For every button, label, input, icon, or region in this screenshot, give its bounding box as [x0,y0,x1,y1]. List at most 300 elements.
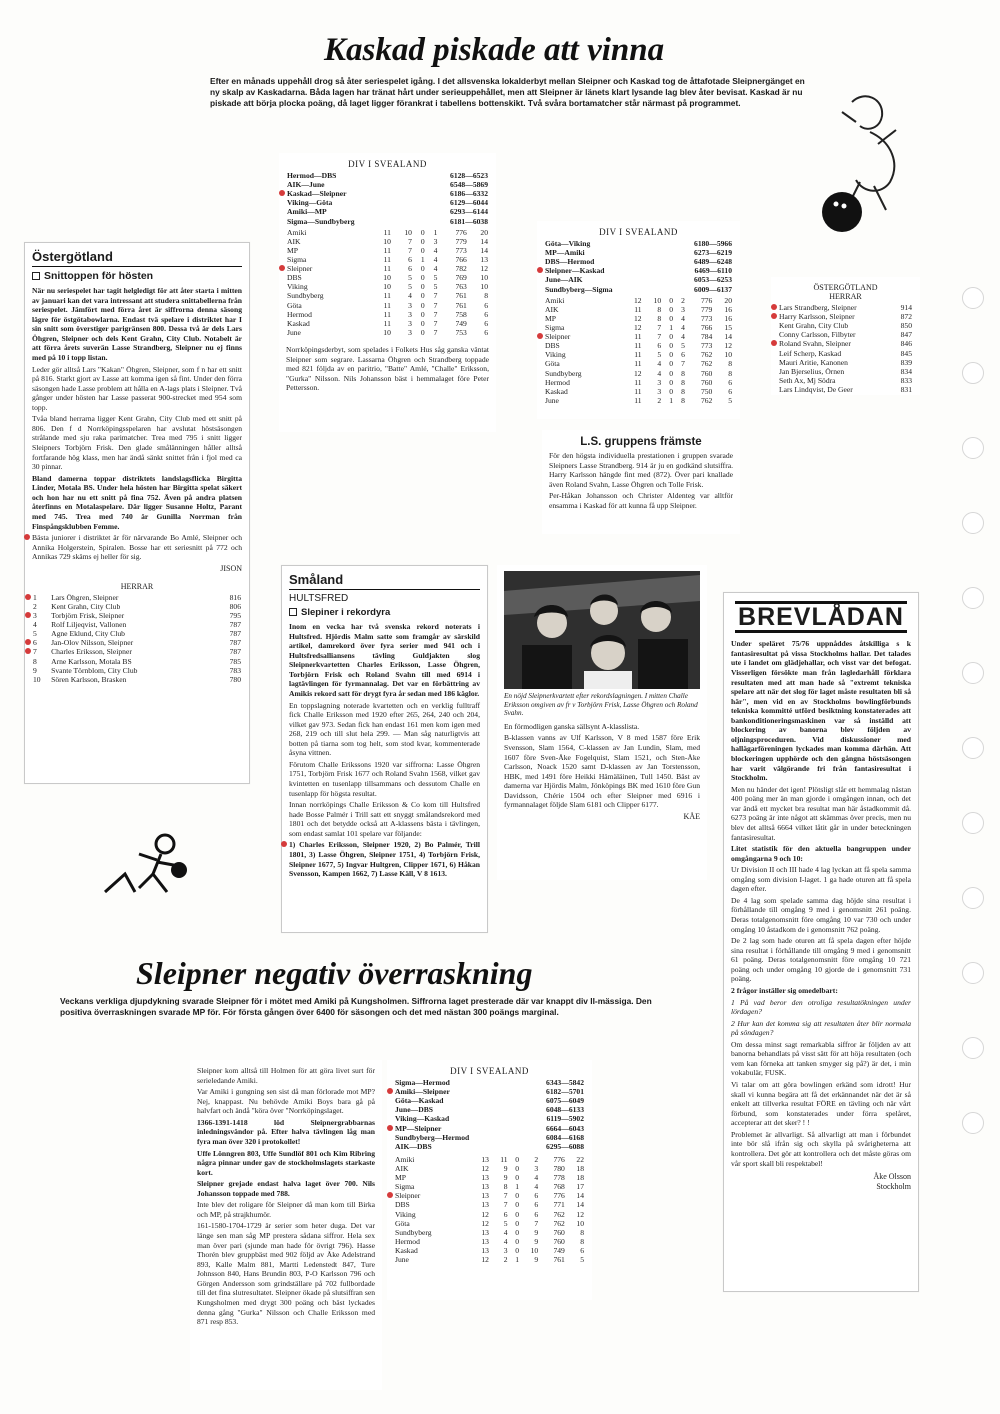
table-cell: Sigma [395,1182,415,1192]
standings-row [286,310,489,319]
table-cell: DBS [395,1200,410,1210]
table-cell: 4 [534,1182,539,1192]
table-cell: 6 [534,1200,539,1210]
table-cell: 4 [433,264,438,274]
table-cell: AIK—June [287,180,325,190]
table-cell: 779 [455,236,467,246]
table-cell: 14 [576,1200,584,1210]
table-cell: 0 [669,377,674,387]
table-cell: 12 [481,1255,489,1265]
table-cell: 13 [481,1200,489,1210]
player-row [778,358,913,367]
table-cell: 795 [229,610,241,620]
bottom-p5: Sleipner grejade endast halva laget över 700. Nils Johansson toppade med 788. [197,1179,375,1198]
table-cell: 6273—6219 [694,248,732,258]
table-cell: Kent Grahn, City Club [779,321,849,331]
binder-hole [962,1112,984,1134]
table-cell: 0 [420,264,425,274]
table-cell: 6 [484,300,488,310]
table-cell: 6489—6248 [694,257,732,267]
table-cell: 760 [700,377,713,387]
table-cell: 816 [229,592,241,602]
smaland-p5-text: 1) Charles Eriksson, Sleipner 1920, 2) Bo Palmér, Trill 1801, 3) Lasse Öhgren, Sleipner 1751, 4) Torbjörn Frisk, Sleipner 1677, 5) Ingvar Hultgren, Clipper 1671, 6) Håkan Svensson, Kampen 1662, 7) Lasse Käll, V 8 1613. [289,840,480,879]
brev-p10: Problemet är allvarligt. Så allvarligt att man i förbundet inte bör slå ifrån sig och skylla på svårigheterna att kontrollera. Det gör att kontrollera och det måste göras om vår sport skall bli respektabel! [731,1129,911,1168]
table-cell: 839 [900,357,912,367]
table-cell: 4 [503,1236,508,1246]
table-cell: 11 [383,309,391,319]
table-cell: 0 [669,386,674,396]
table-cell: 6469—6110 [694,266,732,276]
table-cell: 776 [553,1154,565,1164]
standings-row [544,314,733,323]
ostg-herrar-sub: HERRAR [829,292,862,301]
table-cell: 6 [534,1191,539,1201]
table-cell: 749 [553,1245,565,1255]
binder-hole [962,587,984,609]
player-row [778,367,913,376]
table-cell: 12 [481,1218,489,1228]
table-cell: 845 [900,348,912,358]
smaland-clip [281,565,488,933]
table-cell: DBS [287,273,302,283]
brev-p4: Ur Division II och III hade 4 lag lyckan att få spela samma omgång som division I-laget. 1 ga hade oturen att få spela dagen efter. [731,865,911,894]
table-cell: 7 [503,1191,508,1201]
table-cell: 0 [515,1163,520,1173]
table-cell: Kaskad [545,386,568,396]
red-marker-dot-icon [25,594,31,600]
table-cell: 11 [383,291,391,301]
brev-p9: Vi talar om att göra bowlingen erkänd som idrott! Hur skall vi kunna begära att få det erkännandet när det är så enkelt att tillverka resultat FÖRE en tävling och när vårt förbund, som konstaterades under förra spelåret, accepterar att det sker? ! ! [731,1080,911,1128]
table-cell: 6 [534,1209,539,1219]
table-cell: 771 [553,1200,565,1210]
table-cell: 787 [229,629,241,639]
standings-row [394,1210,585,1219]
red-marker-dot-icon [771,340,777,346]
table-cell: 11 [634,395,642,405]
red-marker-dot-icon [25,612,31,618]
table-cell: 6186—6332 [450,189,488,199]
table-cell: 0 [515,1227,520,1237]
table-cell: Sundbyberg [545,368,582,378]
table1-text: Norrköpingsderbyt, som spelades i Folkets Hus såg ganska väntat Sleipner som segrare. Lassarna Öhgren och Strandberg toppade med 821 följda av en paritrio, "Batte" Amlé, "Challe" Eriksson, "Gurka" Nilsson. Nils Johansson bäst i hemmalaget före Peter Pettersson. [286,344,489,393]
binder-hole [962,737,984,759]
table-cell: 4 [433,254,438,264]
binder-hole [962,1037,984,1059]
table-cell: 9 [33,665,37,675]
table-cell: 10 [576,1218,584,1228]
red-marker-dot-icon [771,304,777,310]
standings-row [544,323,733,332]
table-cell: 11 [383,254,391,264]
table-cell: Sigma—Hermod [395,1078,450,1087]
table-cell: 0 [669,313,674,323]
bottom-p6: Inte blev det roligare för Sleipner då man kom till Birka och MP, på strajkhumör. [197,1200,375,1219]
table-cell: Sundbyberg [395,1227,432,1237]
table-cell: 4 [681,313,685,323]
table-cell: 787 [229,647,241,657]
table-cell: 8 [484,291,488,301]
table-cell: 6 [484,309,488,319]
fixture-row [394,1096,585,1105]
table1-fixtures [286,171,489,226]
table-cell: 3 [433,236,438,246]
table-cell: 14 [724,332,732,342]
red-marker-dot-icon [537,267,543,273]
table-cell: 11 [383,300,391,310]
fixture-row [394,1078,585,1087]
table-cell: 773 [700,313,713,323]
table-cell: 762 [553,1218,565,1228]
table-cell: 5 [408,282,412,292]
table-cell: 6 [728,386,732,396]
standings-row [286,255,489,264]
table2-fixtures [544,239,733,294]
fixture-row [286,189,489,198]
table-cell: 10 [404,227,412,237]
ostergotland-p2: Leder gör alltså Lars "Kakan" Öhgren, Sleipner, som f n har ett snitt på 816. Starkt gjort av Lasse att komma igen så fint. Under den förra säsongen hade Lasse problem att hålla en A-lags plats i Sleipner. Två gånger under hösten har Lasse passerat 900-strecket med 954 som topp. [32,364,242,412]
table-cell: 6048—6133 [546,1105,584,1115]
table-cell: 2 [33,601,37,611]
brevladan-title: BREVLÅDAN [735,601,907,633]
table-cell: 12 [633,368,642,378]
table-cell: 6 [484,327,488,337]
table-cell: 9 [534,1227,539,1237]
table3-standings [394,1155,585,1264]
table-cell: 0 [669,359,674,369]
table-cell: 7 [32,647,50,656]
table-cell: 0 [515,1191,520,1201]
smaland-subtitle-text: Slepiner i rekordyra [301,607,391,618]
binder-hole [962,887,984,909]
table-cell: 6343—5842 [546,1078,584,1087]
standings-row [286,301,489,310]
table-cell: 784 [700,332,713,342]
table-cell: 4 [681,322,685,332]
table-cell: Sören Karlsson, Brasken [51,674,127,684]
table-cell: 1 [669,322,674,332]
table-cell: 761 [455,291,467,301]
table-cell: 3 [657,377,662,387]
standings-row [544,341,733,350]
bottom-lead: Veckans verkliga djupdykning svarade Sleipner för i mötet med Amiki på Kungsholmen. Siffrorna laget presterade där var knappt div II-mässiga. Den positiva överraskningen svarade MP för. För första gången över 6400 för säsongen och det med nästan 300 poängs marginal. [60,996,652,1017]
table-cell: June [395,1255,409,1265]
table-cell: 6 [32,638,50,647]
table-cell: 1 [420,254,425,264]
standings-row [286,328,489,337]
table-cell: 4 [657,368,662,378]
ostergotland-title: Östergötland [32,249,242,267]
smaland-place: HULTSFRED [289,593,349,604]
table-cell: Kaskad [395,1245,418,1255]
table-cell: 4 [503,1227,508,1237]
table-cell: 2 [681,295,685,305]
table-cell: MP—Sleipner [394,1124,519,1133]
player-row [778,321,913,330]
table-cell: 5 [580,1255,584,1265]
table-cell: 11 [383,318,391,328]
table-cell: Lars Lindqvist, De Geer [779,384,853,394]
table-cell: 7 [657,332,662,342]
table-cell: Göta—Kaskad [395,1096,444,1106]
table-cell: Mauri Aritie, Kanonen [779,357,848,367]
standings-row [394,1155,585,1164]
brev-p5: De 4 lag som spelade samma dag höjde sina resultat i förhållande till omgång 9 med i genomsnitt 261 poäng. Deras totalgenomsnitt före omgång 10 var 730 och under omgång 10 åstadkom de i genomsnitt 762 poäng. [731,895,911,934]
table-cell: 0 [420,318,425,328]
standings-row [286,282,489,291]
table-cell: 13 [481,1236,489,1246]
ls-paragraph-1: För den högsta individuella prestationen i gruppen svarade Sleipners Lasse Strandberg. 914 är ju en godkänd slutsiffra. Harry Karlsson hängde fint med (872). Över pari knallade även Roland Svahn, Lasse Öhgren och Tolle Frisk. [549,451,733,489]
fixture-row [394,1124,585,1133]
table-cell: 7 [433,309,438,319]
table-cell: 7 [681,359,685,369]
table-cell: 2 [503,1255,508,1265]
player-row [32,611,242,620]
table-cell: 762 [700,350,713,360]
table-cell: June [287,327,301,337]
table-cell: 6 [728,377,732,387]
table-cell: 762 [553,1209,565,1219]
table-cell: 847 [900,330,912,340]
table-cell: 778 [553,1173,565,1183]
table-cell: 16 [724,304,732,314]
photo-caption: En nöjd Sleipnerkvartett efter rekordslagningen. I mitten Challe Eriksson omgiven av fr v Torbjörn Frisk, Lasse Öhgren och Roland Svahn. [504,692,698,718]
table-cell: 12 [576,1209,584,1219]
table-cell: 11 [634,377,642,387]
ls-paragraph-2: Per-Håkan Johansson och Christer Aldenteg var alltför ensamma i Kaskad för att kunna få upp Sleipner. [549,491,733,510]
player-row [778,312,913,321]
table-cell: Sleipner [286,264,371,273]
brev-signature-city: Stockholm [876,1182,911,1192]
checkbox-square-icon [32,272,40,280]
table-cell: Viking [395,1209,416,1219]
table-cell: 806 [229,601,241,611]
fixture-row [286,171,489,180]
standings-row [394,1191,585,1200]
team-photo-illustration [504,571,700,689]
binder-hole [962,437,984,459]
table-cell: 6 [484,318,488,328]
table-cell: 18 [576,1163,584,1173]
table-cell: 766 [700,322,713,332]
table-cell: 3 [681,304,685,314]
binder-hole [962,287,984,309]
table-cell: 8 [728,359,732,369]
table-cell: 4 [408,291,412,301]
standings-row [394,1182,585,1191]
table-cell: Sundbyberg—Sigma [545,284,613,294]
player-row [32,657,242,666]
standings-row [394,1237,585,1246]
table-cell: 2 [657,395,662,405]
table-cell: 1 [32,593,50,602]
red-marker-dot-icon [537,333,543,339]
standings-row [394,1200,585,1209]
table-cell: 5 [433,282,438,292]
table-cell: 0 [669,295,674,305]
table-cell: 6119—5902 [546,1114,584,1124]
ostg-herrar-clip [771,277,920,395]
brev-q2: 2 Hur kan det komma sig att resultaten åter blir normala på söndagen? [731,1018,911,1038]
table-cell: 4 [657,359,662,369]
table-cell: 8 [33,656,37,666]
ls-title: L.S. gruppens främste [580,436,702,448]
smaland-p4: Innan norrköpings Challe Eriksson & Co kom till Hultsfred hade Bosse Palmér i Trill satt ett snyggt smålandsrekord med 1801 och det betydde också att A-klassens bästa i tävlingen, som endast samlat 101 spelare var följande: [289,800,480,838]
table-cell: 0 [669,304,674,314]
standings-row [286,237,489,246]
brev-q1: 1 På vad beror den otroliga resultatökningen under lördagen? [731,997,911,1017]
table-cell: 6075—6049 [546,1096,584,1106]
bowler-cartoon-illustration [812,82,904,242]
red-marker-dot-icon [387,1088,393,1094]
red-marker-dot-icon [25,639,31,645]
table-cell: 5 [33,629,37,639]
table-cell: Göta [395,1218,410,1228]
table-cell: Arne Karlsson, Motala BS [51,656,132,666]
bottom-p7: 161-1580-1704-1729 är serier som heter duga. Det var länge sen man såg MP prestera sådana siffror. Hela sex man över pari (sjunde man hade för övrigt 796). Hasse Thorén blev gruppbäst med 902 följd av Åke Adelstrand 893, Kalle Malm 881, Martti Ledenstedt 847, Ture Johnsson 840, Hans Brundin 803, P-O Karlsson 796 och Görgen Andersson som grindställare på 702 fullbordade till det fina slutresultatet. Sleipner ökade på slutsiffran sen Kungsholmen med drygt 300 poäng och bäst lyckades denna gång "Gurka" Nilsson och Challe Eriksson med 871 resp 853. [197,1221,375,1327]
table-cell: DBS—Hermod [545,257,595,267]
table-cell: 8 [681,368,685,378]
photo-clip [497,565,707,880]
table-cell: Conny Carlsson, Filbyter [779,330,856,340]
table-cell: 914 [900,303,912,312]
table-cell: 776 [553,1191,565,1201]
table-cell: AIK [395,1163,409,1173]
table-cell: 782 [455,264,467,274]
fixture-row [394,1105,585,1114]
table-cell: 10 [383,327,391,337]
table-cell: 831 [900,384,912,394]
table-cell: Viking—Göta [287,198,333,208]
table-cell: 0 [515,1236,520,1246]
top-lead: Efter en månads uppehåll drog så åter seriespelet igång. I det allsvenska lokalderbyt mellan Sleipner och Kaskad tog de åttafotade Sleipnergänget en ny skalp av Kaskadarna. Båda lagen har tränat hårt under serieuppehållet, men att Sleipner är länets klart lysande lag blev åter bevisat. Kaskad är nu piskade att börja plocka poäng, då laget ligger förankrat i tabellens bottenskikt. Två svåra bortamatcher står närmast på programmet. [210,76,805,108]
ostergotland-signature: JISON [220,563,242,573]
table-cell: 758 [455,309,467,319]
table-cell: 6009—6137 [694,284,732,294]
table-cell: 762 [700,359,713,369]
table2-standings [544,296,733,405]
table-cell: 0 [420,300,425,310]
table-cell: Sundbyberg—Hermod [395,1132,470,1142]
table-cell: 6084—6168 [546,1132,584,1142]
table1-standings [286,228,489,337]
smaland-title: Småland [289,572,480,590]
table-cell: 6 [408,264,412,274]
table-cell: 10 [530,1245,539,1255]
table-cell: 0 [420,236,425,246]
table-cell: 6 [408,254,412,264]
table-cell: 7 [408,236,412,246]
table-cell: 760 [700,368,713,378]
table-cell: Göta [287,300,302,310]
standings-row [286,246,489,255]
brev-p1: Under speläret 75/76 uppnåddes åtskilliga s k fantasiresultat på vissa Stockholms hallar. Det talades ute i landet om glädjehallar, och visst var det befogat. Visserligen försökte man från lagledarhåll förklara resultaten med att man hade så "extremt tekniska spelare att när det slog för laget måste resultaten bli så här", men vid en av Stockholms bowlingförbunds tekniska kommitté utförd besiktning konstaterades att bankonditioneringsmaskinen var så inställd att blockering av banorna blev följden av oljningsproceduren. Vid diskussioner med hallägarföreningen lyckades man komma därhän. Att blockeringen upphörde och den gångna höstsäsongen har varit välgörande fri från fantasiresultat i Stockholm. [731,639,911,783]
table-cell: Sigma [287,254,307,264]
smaland-p3: Förutom Challe Erikssons 1920 var siffrorna: Lasse Öhgren 1751, Torbjörn Frisk 1677 och Roland Svahn 1568, vilket gav kvintetten en tusenlapp tillsammans och dessutom Challe en tusenlapp för högsta resultat. [289,759,480,798]
player-row [778,330,913,339]
table-cell: June—DBS [395,1105,433,1115]
table-cell: 773 [455,245,467,255]
table-cell: Kaskad—Sleipner [286,189,415,198]
table-cell: 5 [728,395,732,405]
red-marker-dot-icon [387,1192,393,1198]
photo-text-p1: En förmodligen ganska sällsynt A-klasslista. [504,721,640,731]
standings-row [544,305,733,314]
ostergotland-p5-text: Bästa juniorer i distriktet är för närvarande Bo Amlé, Sleipner och Annika Holgerstein, Spiralen. Bosse har ett seriesnitt på 772 och Annikas 729 skäms ej heller för sig. [32,533,242,562]
table-cell: 3 [534,1163,539,1173]
table-cell: Seth Ax, Mj Södra [779,375,836,385]
table-cell: 12 [633,313,642,323]
brev-p7: 2 frågor inställer sig omedelbart: [731,985,838,995]
standings-row [544,396,733,405]
standings-row [286,273,489,282]
fixture-row [544,285,733,294]
brevladan-clip [723,592,919,1292]
table-cell: 11 [634,386,642,396]
ostergotland-p5 [32,533,242,562]
brev-p2: Men nu händer det igen! Plötsligt slår ett hemmalag nästan 400 poäng mer än man gjorde i omgången innan, och det var ändå ett mycket bra resultat man här åstadkommit då. 6273 poäng är inte något att skämmas över precis, men nu blev det alltså 6664 vilket låtit går in under beteckningen fantasiresultat. [731,784,911,842]
table-cell: Amiki—Sleipner [394,1087,519,1096]
table-cell: 5 [503,1218,508,1228]
table-cell: 1 [515,1255,520,1265]
table-cell: MP—Amiki [545,248,585,258]
table-cell: 3 [408,318,412,328]
table-cell: 5 [657,350,662,360]
fixture-row [544,248,733,257]
ostergotland-subtitle-text: Snittoppen för hösten [44,270,154,282]
table-cell: 9 [503,1173,508,1183]
standings-row [394,1164,585,1173]
table-cell: 0 [669,368,674,378]
table-cell: 787 [229,638,241,648]
table-cell: 20 [724,295,732,305]
table-cell: Kent Grahn, City Club [51,601,121,611]
table-cell: Kaskad [287,318,310,328]
table-cell: 13 [480,254,488,264]
table-cell: Jan Bjerselius, Örnen [779,366,845,376]
table2-title: DIV I SVEALAND [599,227,678,237]
table-cell: 9 [534,1255,539,1265]
table-cell: DBS [545,341,560,351]
table-cell: 12 [481,1163,489,1173]
table-cell: Agne Eklund, City Club [51,629,125,639]
table-cell: 0 [515,1200,520,1210]
table-cell: 3 [503,1245,508,1255]
table-cell: 1 [433,227,438,237]
bottom-text-clip [190,1060,382,1390]
table-cell: 17 [576,1182,584,1192]
table-cell: 0 [515,1245,520,1255]
smaland-p5 [289,840,480,878]
table-cell: AIK—DBS [395,1141,432,1151]
table-cell: 0 [420,245,425,255]
table-cell: Göta—Viking [545,239,591,248]
table-cell: Göta [545,359,560,369]
table-cell: AIK [287,236,301,246]
table-cell: 779 [700,304,713,314]
table-cell: 761 [455,300,467,310]
table-cell: Hermod [395,1236,420,1246]
binder-hole [962,962,984,984]
binder-hole [962,662,984,684]
table-cell: 780 [553,1163,565,1173]
table-cell: 8 [503,1182,508,1192]
table-cell: 8 [681,377,685,387]
standings-row [544,296,733,305]
table-cell: 6548—5869 [450,180,488,190]
table-cell: 6295—6088 [546,1141,584,1151]
table-cell: 6664—6043 [546,1123,584,1133]
table-cell: 3 [657,386,662,396]
